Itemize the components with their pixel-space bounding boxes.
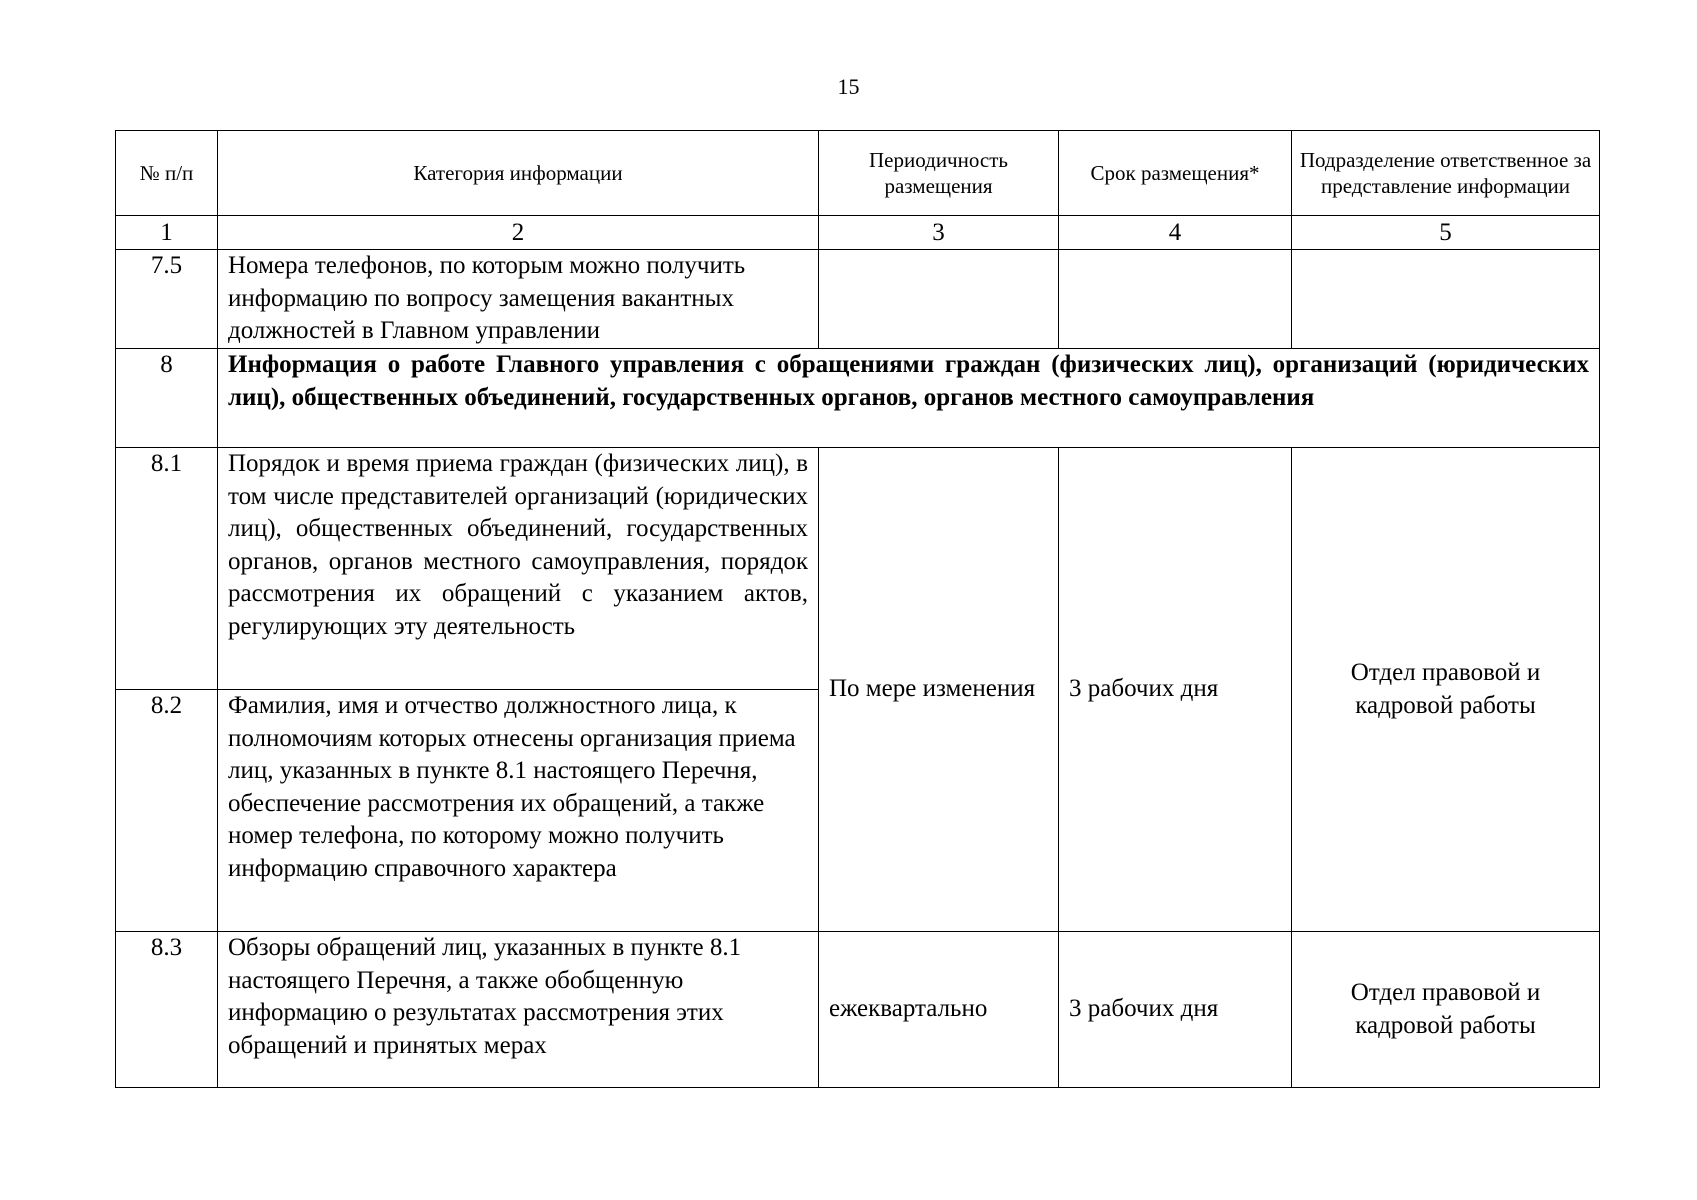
row-department: Отдел правовой и кадровой работы [1292,932,1600,1088]
row-department [1292,250,1600,349]
merged-deadline: 3 рабочих дня [1059,448,1292,932]
column-number: 4 [1059,216,1292,250]
row-deadline: 3 рабочих дня [1059,932,1292,1088]
row-number: 8.3 [116,932,218,1088]
section-number: 8 [116,349,218,448]
table-row [116,250,1600,349]
header-periodicity: Периодичность размещения [819,131,1059,216]
header-category: Категория информации [218,131,819,216]
table-header-row [116,131,1600,216]
row-periodicity [819,250,1059,349]
information-table [115,130,1600,1088]
header-department: Подразделение ответственное за представление информации [1292,131,1600,216]
header-number: № п/п [116,131,218,216]
row-deadline [1059,250,1292,349]
table-row [116,932,1600,1088]
table-row [116,448,1600,690]
page-number: 15 [837,74,860,99]
row-number: 8.1 [116,448,218,690]
merged-department: Отдел правовой и кадровой работы [1292,448,1600,932]
row-category: Обзоры обращений лиц, указанных в пункте 8.1 настоящего Перечня, а также обобщенную информацию о результатах рассмотрения этих обращений и принятых мерах [218,932,819,1088]
column-number: 1 [116,216,218,250]
header-deadline: Срок размещения* [1059,131,1292,216]
row-category: Фамилия, имя и отчество должностного лица, к полномочиям которых отнесены организация приема лиц, указанных в пункте 8.1 настоящего Перечня, обеспечение рассмотрения их обращений, а также номер телефона, по которому можно получить информацию справочного характера [218,690,819,932]
row-periodicity: ежеквартально [819,932,1059,1088]
column-number: 5 [1292,216,1600,250]
merged-periodicity: По мере изменения [819,448,1059,932]
column-number: 2 [218,216,819,250]
column-number: 3 [819,216,1059,250]
row-category: Порядок и время приема граждан (физических лиц), в том числе представителей организаций (юридических лиц), общественных объединений, государственных органов, органов местного самоуправления, порядок рассмотрения их обращений с указанием актов, регулирующих эту деятельность [218,448,819,690]
row-number: 8.2 [116,690,218,932]
section-row [116,349,1600,448]
column-numbers-row [116,216,1600,250]
row-category: Номера телефонов, по которым можно получить информацию по вопросу замещения вакантных должностей в Главном управлении [218,250,819,349]
section-title: Информация о работе Главного управления с обращениями граждан (физических лиц), организаций (юридических лиц), общественных объединений, государственных органов, органов местного самоуправления [218,349,1600,448]
row-number: 7.5 [116,250,218,349]
